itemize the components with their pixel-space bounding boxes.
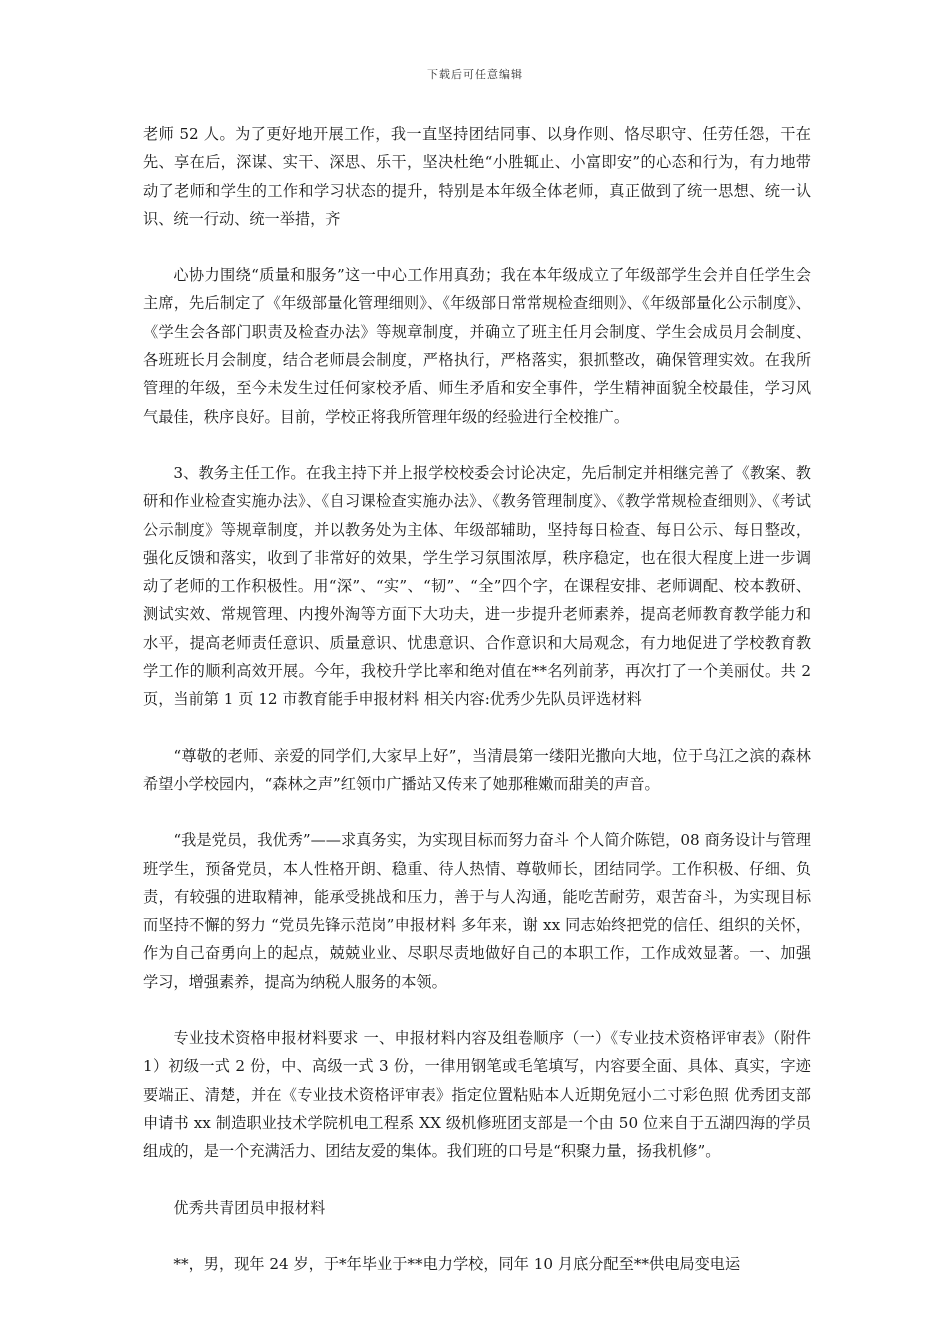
paragraph-league-member-intro: **，男，现年 24 岁，于*年毕业于**电力学校，同年 10 月底分配至**供电局变电运 xyxy=(173,1254,741,1273)
paragraph-broadcast-station: “尊敬的老师、亲爱的同学们,大家早上好”，当清晨第一缕阳光撒向大地，位于乌江之滨的森林希望小学校园内，“森林之声”红领巾广播站又传来了她那稚嫩而甜美的声音。 xyxy=(143,746,811,793)
paragraph-heading-league-member: 优秀共青团员申报材料 xyxy=(173,1198,326,1217)
document-body xyxy=(143,120,811,1306)
paragraph-professional-qualification: 专业技术资格申报材料要求 一、申报材料内容及组卷顺序（一）《专业技术资格评审表》（附件 1）初级一式 2 份，中、高级一式 3 份，一律用钢笔或毛笔填写，内容要全面、具体、真实，字迹要端正、清楚，并在《专业技术资格评审表》指定位置粘贴本人近期免冠小二寸彩色照 优秀团支部申请书 xx 制造职业技术学院机电工程系 XX 级机修班团支部是一个由 50 位来自于五湖四海的学员组成的，是一个充满活力、团结友爱的集体。我们班的口号是“积聚力量，扬我机修”。 xyxy=(143,1029,811,1161)
paragraph-grade-management: 心协力围绕“质量和服务”这一中心工作用真劲；我在本年级成立了年级部学生会并自任学生会主席，先后制定了《年级部量化管理细则》、《年级部日常常规检查细则》、《年级部量化公示制度》、《学生会各部门职责及检查办法》等规章制度，并确立了班主任月会制度、学生会成员月会制度、各班班长月会制度，结合老师晨会制度，严格执行，严格落实，狠抓整改，确保管理实效。在我所管理的年级，至今未发生过任何家校矛盾、师生矛盾和安全事件，学生精神面貌全校最佳，学习风气最佳，秩序良好。目前，学校正将我所管理年级的经验进行全校推广。 xyxy=(143,266,811,426)
paragraph-academic-director: 3、教务主任工作。在我主持下并上报学校校委会讨论决定，先后制定并相继完善了《教案、教研和作业检查实施办法》、《自习课检查实施办法》、《教务管理制度》、《教学常规检查细则》、《考试公示制度》等规章制度，并以教务处为主体、年级部辅助，坚持每日检查、每日公示、每日整改，强化反馈和落实，收到了非常好的效果，学生学习氛围浓厚，秩序稳定，也在很大程度上进一步调动了老师的工作积极性。用“深”、“实”、“韧”、“全”四个字，在课程安排、老师调配、校本教研、测试实效、常规管理、内搜外淘等方面下大功夫，进一步提升老师素养，提高老师教育教学能力和水平，提高老师责任意识、质量意识、忧患意识、合作意识和大局观念，有力地促进了学校教育教学工作的顺利高效开展。今年，我校升学比率和绝对值在**名列前茅，再次打了一个美丽仗。共 2 页，当前第 1 页 12 市教育能手申报材料 相关内容:优秀少先队员评选材料 xyxy=(143,463,811,709)
paragraph-party-member: “我是党员，我优秀”——求真务实，为实现目标而努力奋斗 个人简介陈铠，08 商务设计与管理班学生，预备党员，本人性格开朗、稳重、待人热情、尊敬师长，团结同学。工作积极、仔细、负责，有较强的进取精神，能承受挑战和压力，善于与人沟通，能吃苦耐劳，艰苦奋斗，为实现目标而坚持不懈的努力 “党员先锋示范岗”申报材料 多年来，谢 xx 同志始终把党的信任、组织的关怀，作为自己奋勇向上的起点，兢兢业业、尽职尽责地做好自己的本职工作，工作成效显著。一、加强学习，增强素养，提高为纳税人服务的本领。 xyxy=(143,831,811,991)
paragraph-teacher-count: 老师 52 人。为了更好地开展工作，我一直坚持团结同事、以身作则、恪尽职守、任劳任怨，干在先、享在后，深谋、实干、深思、乐干，坚决杜绝“小胜辄止、小富即安”的心态和行为，有力地带动了老师和学生的工作和学习状态的提升，特别是本年级全体老师，真正做到了统一思想、统一认识、统一行动、统一举措，齐 xyxy=(143,125,811,228)
page-header-note: 下载后可任意编辑 xyxy=(427,68,523,81)
